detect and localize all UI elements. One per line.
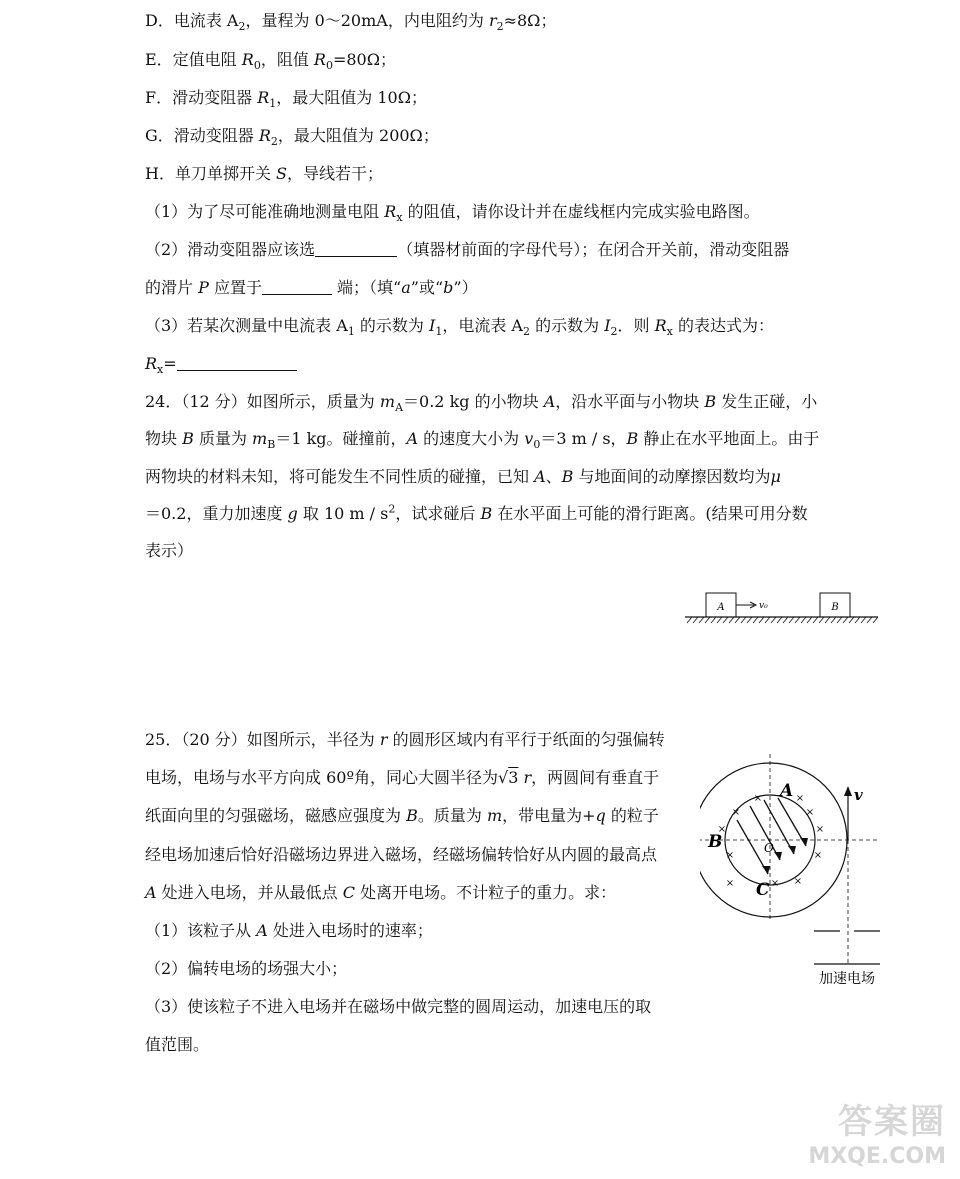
q23-part2-line2: 的滑片 P 应置于 端；（填“a”或“b”） [145,278,478,297]
svg-text:×: × [795,793,805,804]
answer-blank[interactable] [315,256,397,257]
answer-blank[interactable] [177,370,297,371]
block-b-label: B [831,602,839,613]
q24-line3: 两物块的材料未知，将可能发生不同性质的碰撞，已知 A、B 与地面间的动摩擦因数均为μ [145,467,781,486]
q24-line5: 表示） [145,541,194,560]
q23-part3: （3）若某次测量中电流表 $A_1$ 的示数为 $I_1$，电流表 $A_2$ 的示数为 $I_2$．则 $R_x$ 的表达式为： [145,316,774,339]
option-d: D．电流表 $A_2$，量程为 0～20mA，内电阻约为 $r_2\approx 8\Omega$； [145,11,557,34]
center-o-label: O [764,841,774,855]
svg-text:×: × [770,878,780,889]
electric-field-lines [737,798,806,874]
answer-blank[interactable] [262,294,332,295]
point-b-label: B [708,832,723,852]
q25-part1: （1）该粒子从 A 处进入电场时的速率； [145,921,433,940]
q25-part3-line1: （3）使该粒子不进入电场并在磁场中做完整的圆周运动，加速电压的取 [145,997,652,1016]
q25-line3: 纸面向里的匀强磁场，磁感应强度为 B。质量为 m，带电量为+q 的粒子 [145,806,659,825]
q25-figure [700,748,900,993]
q25-line5: A 处进入电场，并从最低点 C 处离开电场。不计粒子的重力。求： [145,883,617,902]
point-c-label: C [756,880,770,900]
svg-text:×: × [815,824,825,835]
q25-line4: 经电场加速后恰好沿磁场边界进入磁场，经磁场偏转恰好从内圆的最高点 [145,845,658,864]
option-h: H．单刀单掷开关 S，导线若干； [145,164,384,183]
block-a-label: A [717,602,725,613]
accelerating-field-caption: 加速电场 [819,971,875,987]
point-a-label: A [780,781,794,801]
option-f: F．滑动变阻器 $R_1$，最大阻值为 10Ω； [145,88,427,111]
svg-text:×: × [813,850,823,861]
sqrt-symbol: √ [497,768,509,787]
q25-line2: 电场，电场与水平方向成 60º角，同心大圆半径为√3 r，两圆间有垂直于 [145,768,660,787]
v-label: v [854,786,863,804]
svg-text:×: × [717,824,727,835]
v0-label: v₀ [759,601,768,611]
q24-line2: 物块 B 质量为 $m_B=1$ kg。碰撞前，A 的速度大小为 $v_0=3$ m / s，B 静止在水平地面上。由于 [145,429,820,452]
svg-text:×: × [805,807,815,818]
watermark [746,1089,946,1169]
option-e: E．定值电阻 $R_0$，阻值 $R_0=80\Omega$； [145,50,397,73]
watermark-url: MXQE.COM [808,1144,946,1169]
svg-text:×: × [753,793,763,804]
q23-part2-line1: （2）滑动变阻器应该选 （填器材前面的字母代号）；在闭合开关前，滑动变阻器 [145,240,790,259]
q24-line1: 24．（12 分）如图所示，质量为 $m_A=0.2$ kg 的小物块 A，沿水平面与小物块 B 发生正碰，小 [145,392,818,415]
option-g: G．滑动变阻器 $R_2$，最大阻值为 200Ω； [145,126,439,149]
svg-text:×: × [725,850,735,861]
q25-part3-line2: 值范围。 [145,1035,210,1054]
q23-part1: （1）为了尽可能准确地测量电阻 $R_x$ 的阻值，请你设计并在虚线框内完成实验电路图。 [145,202,760,225]
ground-hatch [687,617,878,623]
q23-answer-line: $R_x=$ [145,354,297,374]
svg-text:×: × [725,878,735,889]
svg-text:×: × [793,876,803,887]
svg-text:×: × [731,807,741,818]
q25-part2: （2）偏转电场的场强大小； [145,959,348,978]
q25-line1: 25．（20 分）如图所示，半径为 r 的圆形区域内有平行于纸面的匀强偏转 [145,730,665,749]
q24-figure [682,588,882,628]
watermark-logo: 答案圈 [838,1102,946,1142]
q24-line4: ＝0.2，重力加速度 g 取 10 m / $s^2$，试求碰后 B 在水平面上可能的滑行距离。(结果可用分数 [145,502,808,523]
